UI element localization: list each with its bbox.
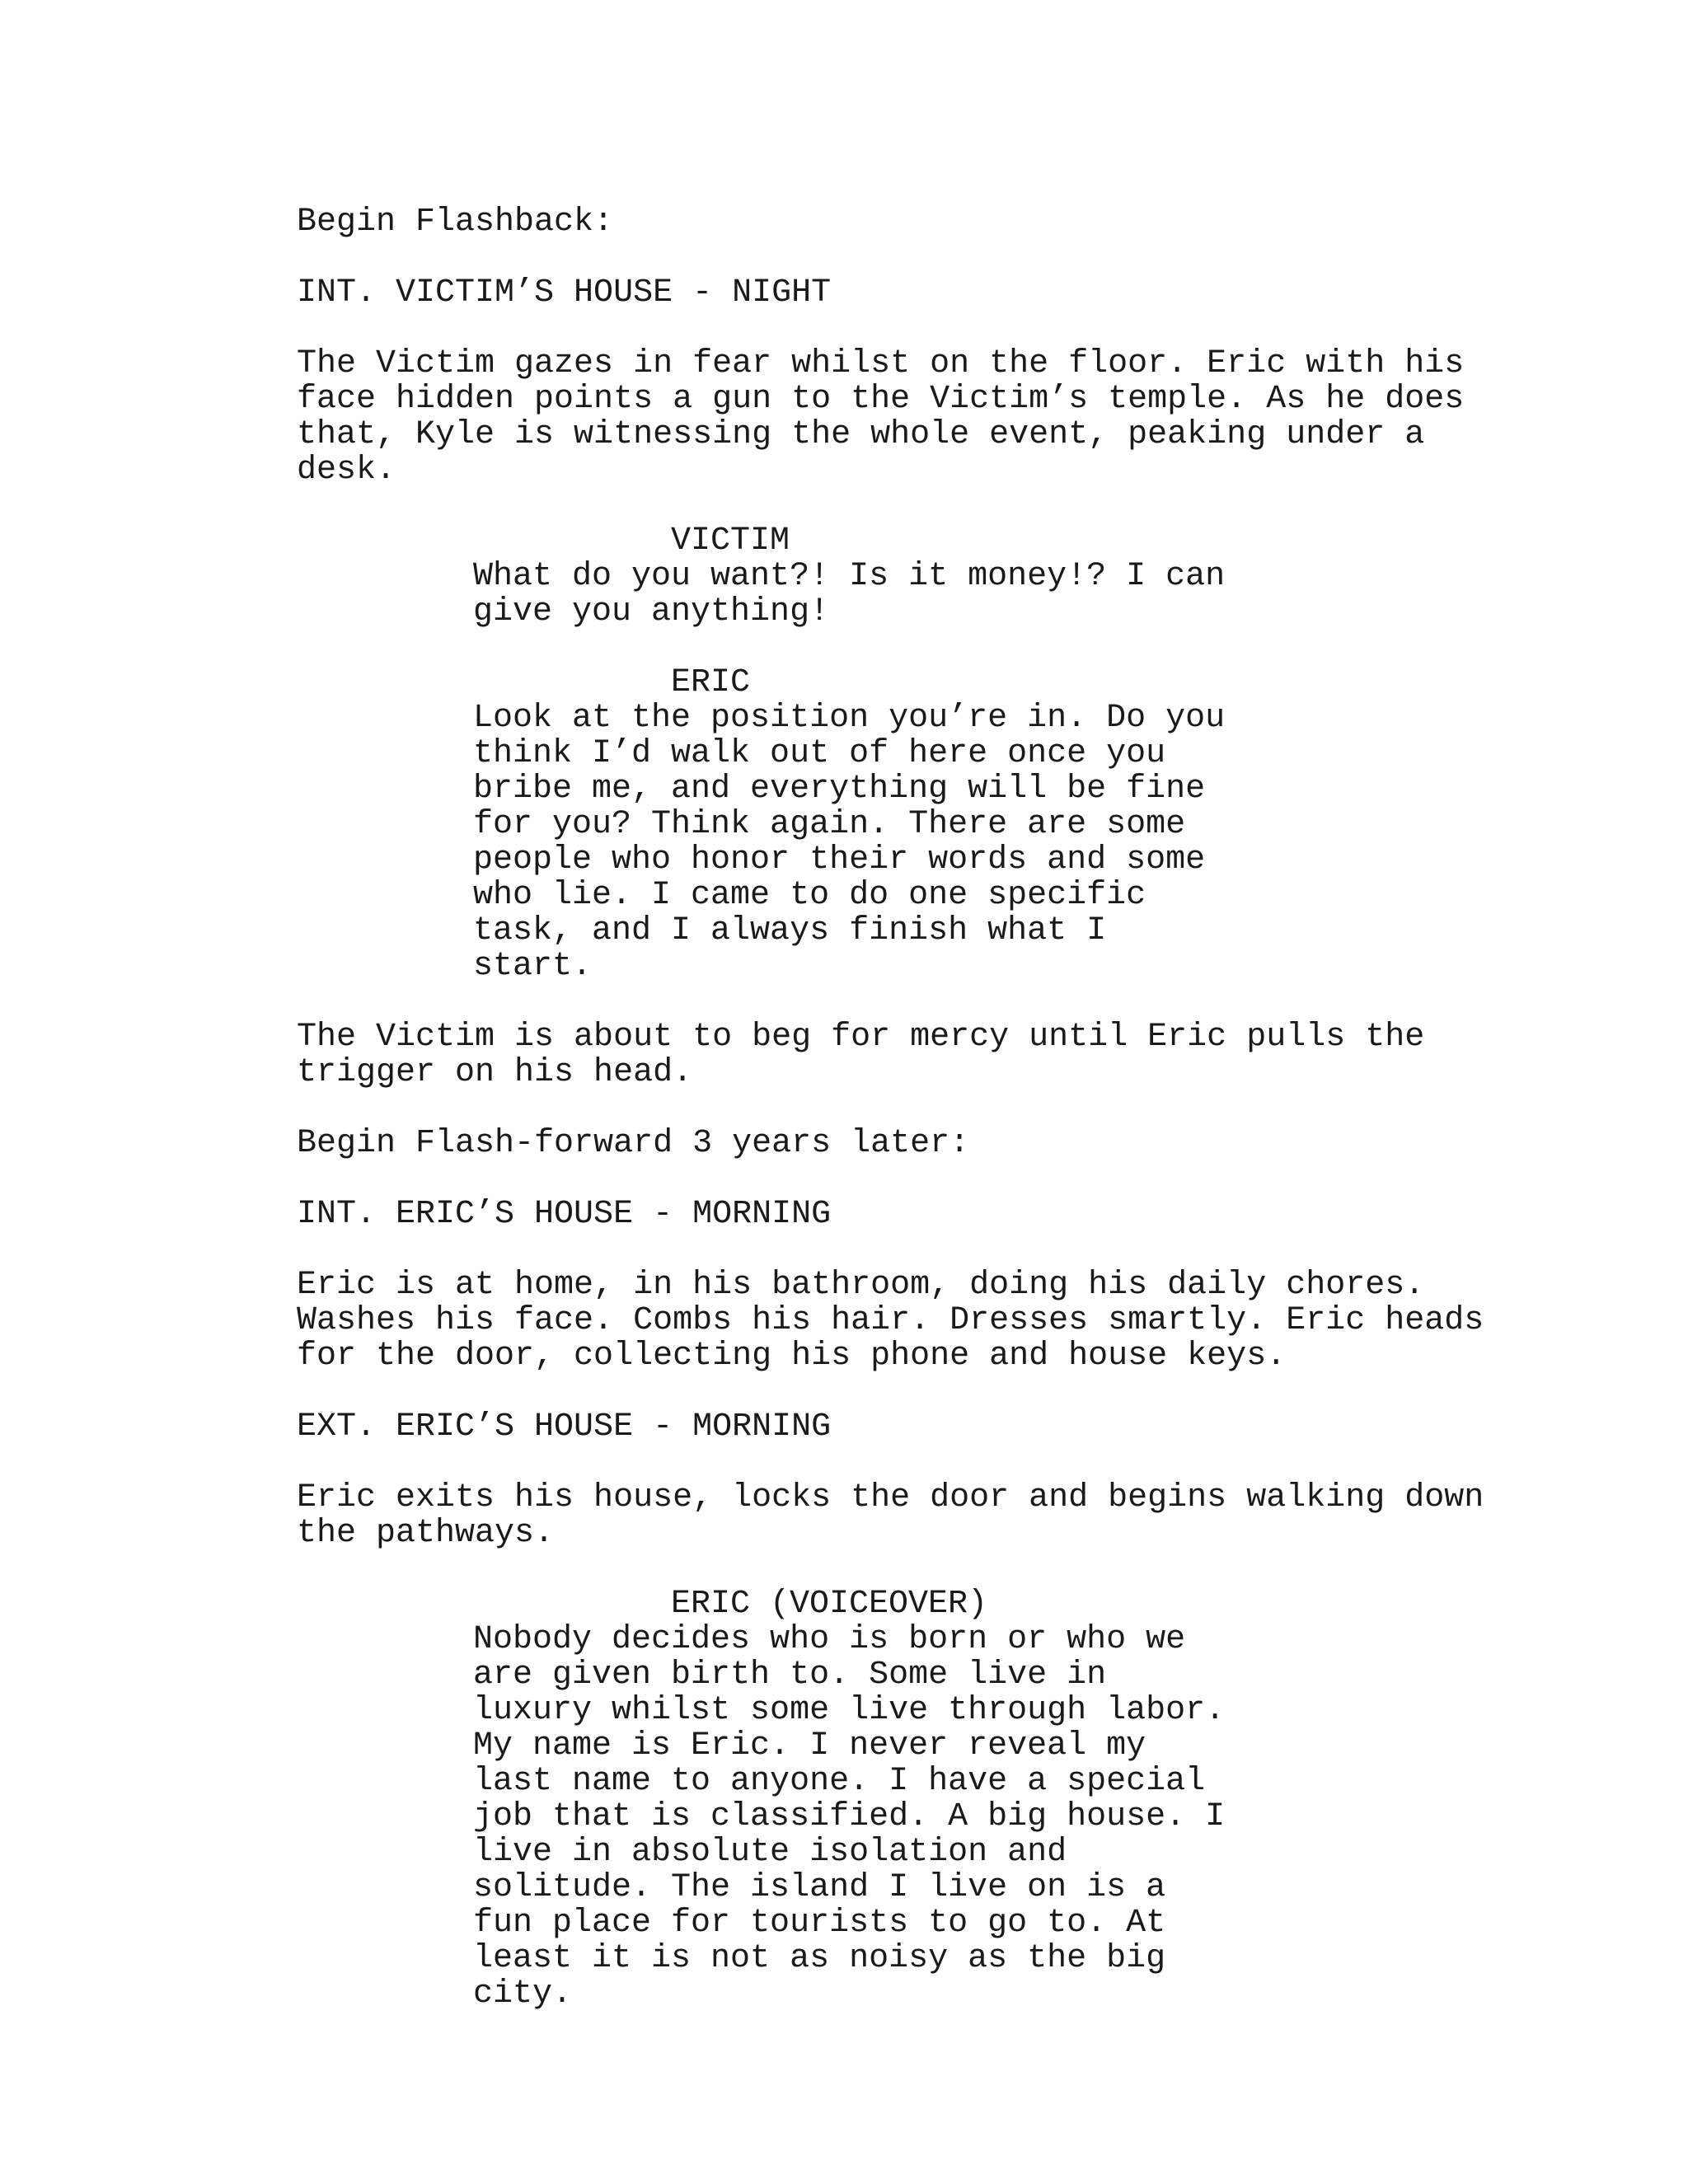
action-line: for the door, collecting his phone and house keys. [297, 1338, 1287, 1375]
scene-heading-victims-house: INT. VICTIM’S HOUSE - NIGHT [297, 274, 832, 312]
action-line: The Victim gazes in fear whilst on the floor. Eric with his [297, 345, 1465, 382]
action-line: trigger on his head. [297, 1054, 693, 1091]
dialogue-line: start. [473, 948, 593, 985]
character-cue-victim: VICTIM [671, 523, 790, 560]
flashforward-transition: Begin Flash-forward 3 years later: [297, 1125, 970, 1162]
dialogue-line: last name to anyone. I have a special [473, 1763, 1206, 1800]
dialogue-line: What do you want?! Is it money!? I can [473, 558, 1226, 595]
dialogue-line: are given birth to. Some live in [473, 1657, 1107, 1694]
character-cue-eric-voiceover: ERIC (VOICEOVER) [671, 1586, 988, 1623]
action-line: desk. [297, 452, 396, 489]
dialogue-line: Nobody decides who is born or who we [473, 1621, 1186, 1658]
dialogue-line: solitude. The island I live on is a [473, 1869, 1166, 1906]
dialogue-line: think I’d walk out of here once you [473, 735, 1166, 772]
dialogue-line: give you anything! [473, 593, 830, 630]
character-cue-eric: ERIC [671, 664, 751, 701]
dialogue-line: My name is Eric. I never reveal my [473, 1727, 1146, 1765]
action-line: Eric is at home, in his bathroom, doing his daily chores. [297, 1267, 1425, 1304]
dialogue-line: people who honor their words and some [473, 841, 1206, 879]
action-line: that, Kyle is witnessing the whole event, peaking under a [297, 416, 1425, 453]
dialogue-line: luxury whilst some live through labor. [473, 1692, 1226, 1729]
action-line: the pathways. [297, 1515, 555, 1552]
dialogue-line: fun place for tourists to go to. At [473, 1905, 1166, 1942]
dialogue-line: live in absolute isolation and [473, 1834, 1067, 1871]
action-line: face hidden points a gun to the Victim’s temple. As he does [297, 381, 1465, 418]
dialogue-line: least it is not as noisy as the big [473, 1940, 1166, 1977]
action-line: The Victim is about to beg for mercy until Eric pulls the [297, 1019, 1425, 1056]
scene-heading-erics-house-int: INT. ERIC’S HOUSE - MORNING [297, 1196, 832, 1233]
dialogue-line: job that is classified. A big house. I [473, 1798, 1226, 1835]
dialogue-line: bribe me, and everything will be fine [473, 771, 1206, 808]
action-line: Eric exits his house, locks the door and begins walking down [297, 1479, 1484, 1516]
dialogue-line: Look at the position you’re in. Do you [473, 700, 1226, 737]
dialogue-line: city. [473, 1975, 573, 2013]
flashback-transition: Begin Flashback: [297, 204, 614, 241]
scene-heading-erics-house-ext: EXT. ERIC’S HOUSE - MORNING [297, 1408, 832, 1446]
dialogue-line: for you? Think again. There are some [473, 806, 1186, 843]
dialogue-line: task, and I always finish what I [473, 912, 1107, 949]
action-line: Washes his face. Combs his hair. Dresses smartly. Eric heads [297, 1302, 1484, 1339]
dialogue-line: who lie. I came to do one specific [473, 877, 1146, 914]
